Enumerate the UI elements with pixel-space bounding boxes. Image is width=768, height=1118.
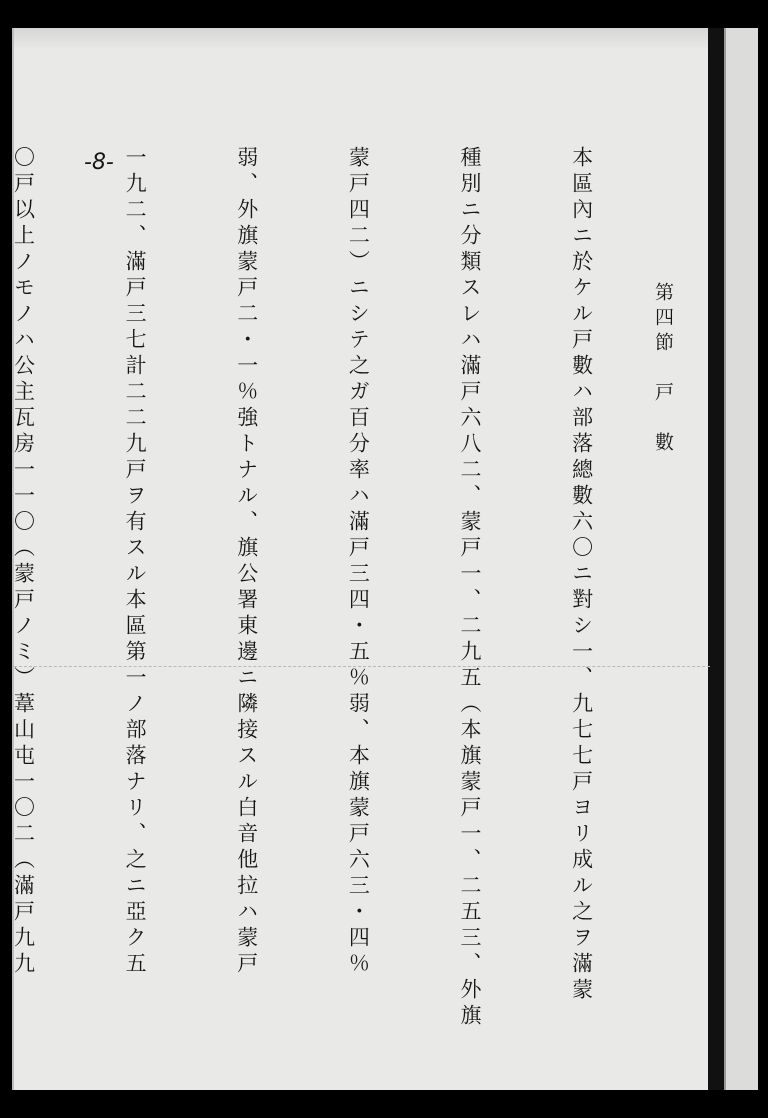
page-number: -8- (84, 150, 114, 175)
body-text (11, 146, 674, 1046)
text-column: 本區內ニ於ケル戸數ハ部落總數六〇ニ對シ一、九七七戸ヨリ成ル之ヲ滿蒙 (569, 146, 594, 1004)
text-column: 〇戸以上ノモノハ公主瓦房一一〇（蒙戸ノミ）葦山屯一〇二（滿戸九九 (11, 146, 36, 978)
next-page-edge (724, 28, 758, 1090)
section-title: 第四節 戸 數 (652, 282, 674, 457)
text-column: 一九二、滿戸三七計二二九戸ヲ有スル本區第一ノ部落ナリ、之ニ亞ク五 (123, 146, 148, 978)
text-column: 弱、外旗蒙戸二・一％強トナル、旗公署東邊ニ隣接スル白音他拉ハ蒙戸 (234, 146, 259, 978)
binding-gutter (708, 28, 724, 1090)
text-column: 蒙戸四二）ニシテ之ガ百分率ハ滿戸三四・五％弱、本旗蒙戸六三・四％ (346, 146, 371, 978)
text-column: 種別ニ分類スレハ滿戸六八二、蒙戸一、二九五（本旗蒙戸一、二五三、外旗 (457, 146, 482, 1030)
